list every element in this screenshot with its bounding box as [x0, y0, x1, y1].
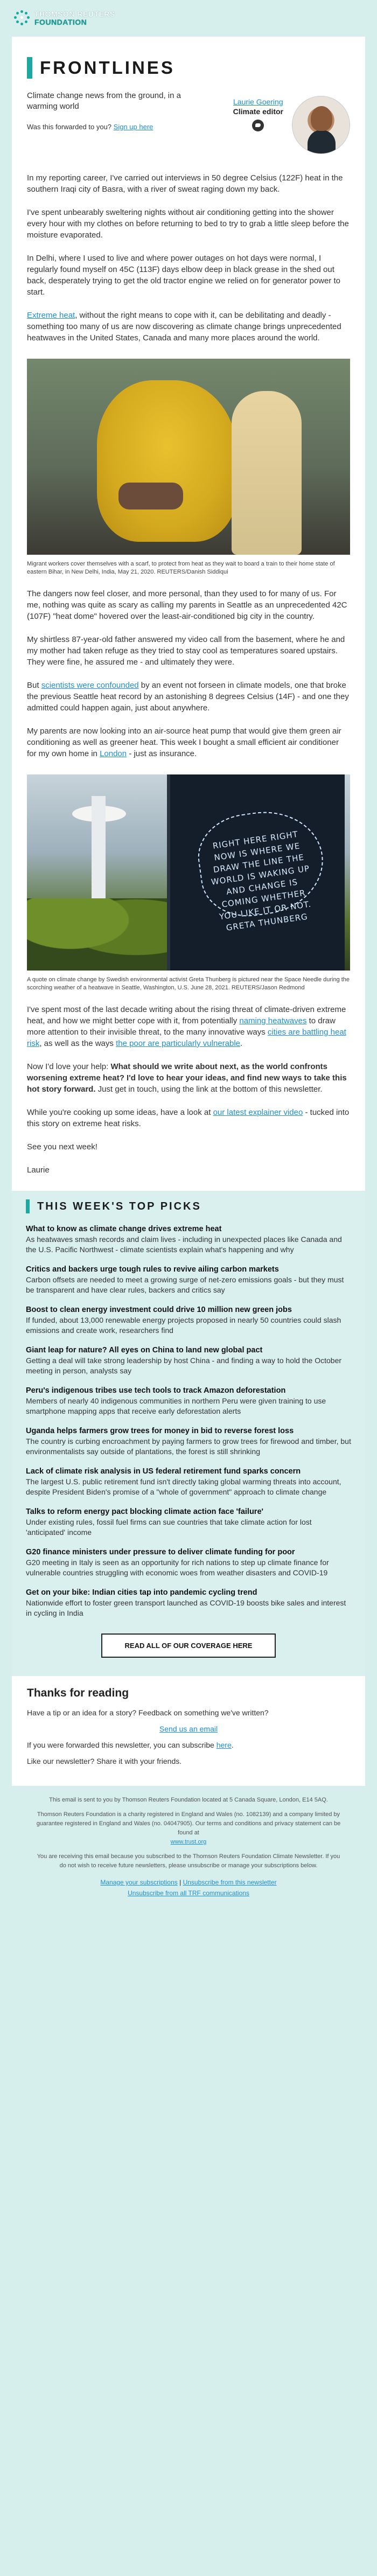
cities-heat-risk-link[interactable]: cities are battling heat risk [27, 1028, 346, 1048]
newsletter-tagline: Climate change news from the ground, in a warming world [27, 91, 181, 111]
explainer-video-link[interactable]: our latest explainer video [213, 1108, 303, 1117]
unsubscribe-newsletter-link[interactable]: Unsubscribe from this newsletter [183, 1879, 277, 1886]
newsletter-title-row [27, 57, 350, 79]
email-link-row [27, 1723, 350, 1734]
trust-org-link[interactable]: www.trust.org [170, 1839, 207, 1845]
send-email-link[interactable]: Send us an email [159, 1725, 218, 1733]
read-all-coverage-button[interactable]: READ ALL OF OUR COVERAGE HERE [101, 1633, 276, 1658]
photo-arm-shape [118, 483, 183, 509]
signup-link[interactable]: Sign up here [113, 123, 153, 131]
thanks-share-text: Like our newsletter? Share it with your friends. [27, 1757, 182, 1765]
body-paragraph-7-text: by an event not forseen in climate models, one that broke the previous Seattle heat record by an astonishing 8 degrees Celsius (14F) - and one they admitted could happen again, just about anywhere. [27, 681, 349, 713]
unsubscribe-all-link[interactable]: Unsubscribe from all TRF communications [128, 1889, 249, 1897]
author-avatar [292, 96, 350, 154]
pick-description: Getting a deal will take strong leadership by host China - and finding a way to hold the October meeting in person, analysts say [26, 1356, 342, 1375]
manage-subscriptions-link[interactable]: Manage your subscriptions [100, 1879, 178, 1886]
forwarded-prefix: Was this forwarded to you? [27, 123, 112, 131]
pick-description: Carbon offsets are needed to meet a growing surge of net-zero emissions goals - but they must be transparent and have clear rules, backers and critics say [26, 1275, 344, 1294]
body-paragraph-6: My shirtless 87-year-old father answered my video call from the basement, where he and my mother had taken refuge as they tried to stay cool as temperatures soared upstairs. They were fine, he assured me - and ultimately they were. [27, 635, 345, 667]
brand-wordmark [34, 10, 115, 26]
author-name-link[interactable]: Laurie Goering [233, 97, 283, 106]
pick-description: The largest U.S. public retirement fund isn't directly taking global warming threats into account, despite President Biden's promise of a "whole of government" approach to climate change [26, 1477, 341, 1496]
author-block [233, 96, 350, 154]
pick-headline[interactable]: G20 finance ministers under pressure to deliver climate funding for poor [26, 1548, 295, 1556]
pick-headline[interactable]: Get on your bike: Indian cities tap into pandemic cycling trend [26, 1588, 257, 1597]
intro-left [27, 90, 199, 131]
pick-item[interactable] [26, 1265, 351, 1295]
naming-heatwaves-link[interactable]: naming heatwaves [239, 1016, 307, 1025]
poor-vulnerable-link[interactable]: the poor are particularly vulnerable [116, 1039, 241, 1048]
pick-description: The country is curbing encroachment by paying farmers to grow trees for firewood and timber, but environmentalists say outside of plantations, the forest is still shrinking [26, 1437, 351, 1456]
scientists-confounded-link[interactable]: scientists were confounded [41, 681, 139, 690]
brand-logo[interactable] [14, 10, 115, 26]
pick-item[interactable] [26, 1426, 351, 1457]
body-paragraph-7 [27, 680, 350, 714]
brand-line2: FOUNDATION [34, 18, 87, 26]
email-footer [12, 1786, 365, 1898]
footer-charity [33, 1810, 344, 1847]
body-paragraph-9-d: . [240, 1039, 243, 1048]
photo-figure-shape [232, 391, 302, 555]
pick-description: Under existing rules, fossil fuel firms can sue countries that take climate action for lost 'anticipated' income [26, 1518, 312, 1537]
picks-accent-bar [26, 1199, 30, 1213]
body-paragraph-7-prefix: But [27, 681, 41, 690]
pick-item[interactable] [26, 1305, 351, 1336]
pick-headline[interactable]: Critics and backers urge tough rules to revive ailing carbon markets [26, 1265, 279, 1274]
pick-item[interactable] [26, 1588, 351, 1618]
body-paragraph-10-b: Just get in touch, using the link at the bottom of this newsletter. [95, 1085, 323, 1094]
extreme-heat-link[interactable]: Extreme heat [27, 311, 75, 320]
pick-headline[interactable]: What to know as climate change drives extreme heat [26, 1225, 222, 1233]
top-picks-title: THIS WEEK'S TOP PICKS [37, 1200, 201, 1212]
pick-description: As heatwaves smash records and claim lives - including in unexpected places like Canada and the U.S. Pacific Northwest - climate scientists explain what's happening and why [26, 1235, 342, 1254]
body-paragraph-9 [27, 1004, 350, 1049]
pick-headline[interactable]: Boost to clean energy investment could drive 10 million new green jobs [26, 1306, 292, 1314]
body-paragraph-11-a: While you're cooking up some ideas, have a look at [27, 1108, 213, 1117]
top-picks-section [12, 1191, 365, 1676]
thanks-tip-text: Have a tip or an idea for a story? Feedback on something we've written? [27, 1708, 269, 1717]
body-paragraph-2: I've spent unbearably sweltering nights without air conditioning getting into the shower every hour with my clothes on before returning to bed to try to grab a little sleep before the moisture evaporated. [27, 208, 349, 240]
body-paragraph-8-suffix: - just as insurance. [127, 749, 197, 758]
twitter-icon[interactable] [252, 120, 264, 131]
pick-headline[interactable]: Talks to reform energy pact blocking climate action face 'failure' [26, 1507, 263, 1516]
newsletter-card [12, 37, 365, 1191]
newsletter-title: FRONTLINES [40, 58, 175, 78]
body-paragraph-4-text: , without the right means to cope with it, can be debilitating and deadly - something too many of us are now discovering as climate change brings unprecedented heatwaves in the United States, Canada and many more places around the world. [27, 311, 341, 343]
author-info [233, 96, 283, 131]
footer-links [33, 1877, 344, 1898]
migrant-workers-photo [27, 359, 350, 555]
pick-description: G20 meeting in Italy is seen as an opportunity for rich nations to step up climate finance for vulnerable countries struggling with economic woes from weather disasters and COVID-19 [26, 1558, 329, 1577]
pick-headline[interactable]: Uganda helps farmers grow trees for money in bid to reverse forest loss [26, 1427, 294, 1435]
footer-reason: You are receiving this email because you subscribed to the Thomson Reuters Foundation Climate Newsletter. If you do not wish to receive future newsletters, please unsubscribe or manage your subscriptions below. [37, 1853, 340, 1869]
email-header [0, 0, 377, 37]
pick-description: Members of nearly 40 indigenous communities in northern Peru were given training to use smartphone mapping apps that receive early deforestation alerts [26, 1397, 326, 1415]
pick-item[interactable] [26, 1507, 351, 1538]
body-paragraph-4 [27, 310, 350, 344]
photo-caption-1: Migrant workers cover themselves with a scarf, to protect from heat as they wait to board a train to their home state of eastern Bihar, in New Delhi, India, May 21, 2020. REUTERS/Danish Siddiqui [27, 561, 335, 575]
thanks-title: Thanks for reading [27, 1687, 129, 1699]
body-paragraph-3: In Delhi, where I used to live and where power outages on hot days were normal, I regularly found myself on 45C (113F) days elbow deep in black grease in the shed out back, desperately trying to get the old tractor engine we relied on for generator power to start. [27, 254, 341, 297]
photo-chalk-text: RIGHT HERE RIGHT NOW IS WHERE WE DRAW THE LINE THE WORLD IS WAKING UP AND CHANGE IS COMING WHETHER YOU LIKE IT OR NOT. GRETA THUNBERG [210, 829, 312, 933]
pick-item[interactable] [26, 1467, 351, 1497]
pick-description: If funded, about 13,000 renewable energy projects proposed in nearly 50 countries could slash emissions and create work, researchers find [26, 1316, 341, 1335]
body-paragraph-5: The dangers now feel closer, and more personal, than they used to for many of us. For me, nothing was quite as scary as calling my parents in Seattle as an unprecedented 42C (107F) "heat dome" hovered over the least-air-conditioned big city in the country. [27, 589, 347, 621]
photo-caption-2: A quote on climate change by Swedish environmental activist Greta Thunberg is pictured near the Space Needle during the scorching weather of a heatwave in Seattle, Washington, U.S. June 28, 2021. REUTERS/Jason Redmond [27, 976, 350, 991]
top-picks-title-row [26, 1199, 351, 1213]
pick-description: Nationwide effort to foster green transport launched as COVID-19 boosts bike sales and interest in cycling in India [26, 1598, 346, 1617]
title-accent-bar [27, 57, 32, 79]
thanks-section [12, 1676, 365, 1786]
photo-block-2 [27, 774, 350, 992]
author-role: Climate editor [233, 107, 283, 116]
body-paragraph-8 [27, 725, 350, 759]
body-paragraph-10 [27, 1061, 350, 1095]
logo-dots-icon [14, 10, 30, 26]
photo-scarf-shape [97, 380, 237, 542]
pick-item[interactable] [26, 1547, 351, 1578]
photo-needle-shape [92, 796, 106, 904]
pick-item[interactable] [26, 1224, 351, 1255]
pick-item[interactable] [26, 1386, 351, 1416]
body-paragraph-10-bold: What should we write about next, as the world confronts worsening extreme heat? I'd love to hear your ideas, and find new ways to take this hot story forward. [27, 1062, 347, 1094]
pick-headline[interactable]: Giant leap for nature? All eyes on China to land new global pact [26, 1346, 263, 1355]
footer-address: This email is sent to you by Thomson Reuters Foundation located at 5 Canada Square, London, E14 5AQ. [49, 1797, 328, 1803]
body-paragraph-9-a: I've spent most of the last decade writing about the rising threat of climate-driven extreme heat, and how we might better cope with it, from potentially [27, 1005, 346, 1025]
signoff: Laurie [27, 1165, 50, 1175]
body-paragraph-10-a: Now I'd love your help: [27, 1062, 111, 1071]
body-paragraph-9-b: to draw more attention to their invisible threat, to the many innovative ways [27, 1016, 336, 1037]
forwarded-note [27, 123, 199, 131]
london-link[interactable]: London [100, 749, 127, 758]
footer-charity-text: Thomson Reuters Foundation is a charity registered in England and Wales (no. 1082139) and a company limited by guarantee registered in England and Wales (no. 04047905). Our terms and conditions and privacy statement can be found at [36, 1811, 341, 1836]
intro-row [27, 90, 350, 154]
footer-link-separator: | [177, 1879, 183, 1886]
pick-headline[interactable]: Peru's indigenous tribes use tech tools to track Amazon deforestation [26, 1386, 286, 1395]
body-paragraph-1: In my reporting career, I've carried out interviews in 50 degree Celsius (122F) heat in the southern Iraqi city of Basra, with a river of sweat raging down my back. [27, 173, 343, 194]
pick-item[interactable] [26, 1345, 351, 1376]
subscribe-prefix: If you were forwarded this newsletter, you can subscribe [27, 1741, 217, 1749]
photo-block-1 [27, 359, 350, 576]
space-needle-photo [27, 774, 350, 971]
body-paragraph-8-prefix: My parents are now looking into an air-source heat pump that would give them green air conditioning as well as greener heat. This week I bought a small efficient air conditioner for my own home in [27, 727, 341, 758]
body-paragraph-11-b: - tucked into this story on extreme heat risks. [27, 1108, 350, 1128]
body-paragraph-11 [27, 1107, 350, 1129]
photo-trees-shape [27, 898, 172, 971]
body-paragraph-12: See you next week! [27, 1142, 97, 1151]
subscribe-suffix: . [231, 1741, 234, 1749]
body-paragraph-9-c: , as well as the ways [39, 1039, 116, 1048]
pick-headline[interactable]: Lack of climate risk analysis in US federal retirement fund sparks concern [26, 1467, 301, 1476]
subscribe-link[interactable]: here [216, 1741, 232, 1749]
brand-line1: THOMSON REUTERS [34, 10, 115, 18]
thanks-subscribe-text [27, 1740, 350, 1750]
